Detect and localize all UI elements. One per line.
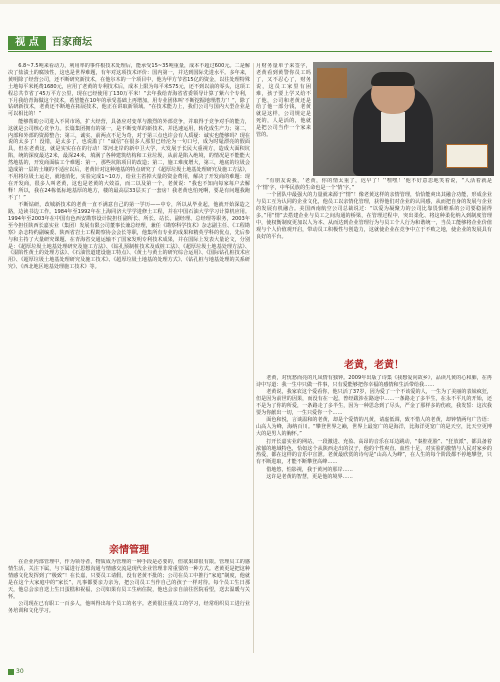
paragraph: 在企业内部管理中，作为领导者，物质成为管理的一种手段是必要的，但欲果却很有限。管理员工的感情生活，关注下属，与下属进行思想沟通与情感交流是现代企业管理非常重要的一种方式。老黄更是把这种情感文化发挥到了“极致”！在长嘉，只要员工请假，没有老黄不批的；公司在员工中推行“家庭”制度，他就是在这个大家庭中的“家长”，凡事都要亲力亲为，把公司员工当作自己的孩子一样对待。每个员工生日那天，他总会亲自送上生日蛋糕和祝福，公司如果有员工生病住院，他也会亲自前往医院看望，送去温暖与关怀。 [8, 559, 250, 600]
person-hair [371, 72, 415, 86]
section-title: 百家商坛 [52, 37, 92, 48]
paragraph: 打开长嘉实业的网站，一段激进、充盈、高昂的音乐在耳边跳动，“秦腔花脸”、“狂放派”，都具备着浓郁的地域特色，恰如这个从陕西走出的汉子，他的个性爽直、血性十足，对实验的激情与人民对家乡的热爱，都在这样的音乐中宣泄。老黄最欣赏的诗句是“山高人为峰”，在人生的每个阶段都不停地攀登，只有不断进取，才能不断攀登高峰…… [256, 438, 492, 466]
paragraph: 能够帮助公司进入不同市场，扩大经营，具备应对变革与激烈的外部竞争，并取得于竞争对手的能力，这就是公司核心竞争力。长篇集团拥有的第一，是不断变革的新技术，并迅速运用，转化成生产力；第二，内部和外部的资源整合；第三，诚实、前两点不足为奇，对于第三点也许会有人质疑：诚实也能够吗？现在说的太多了！没错，是太多了，也说滥了！“诚信”在很多人那里已经沦为一句口号，成为时髦漂亮的假面具，但在老黄这，就是实实在在的行动！罩河北岸的新中卫大学，大发展于长民大重视方，造成大面积坑陷，统的深度最达2米，最深24米，填满了各种建筑结构和工业垃圾，从前是陷入绝境，的情况是不能能大然地基的，开发商面临工个难题：第一，那些坑陷项目的改造；第二，施工难度增大，第三，地底的垃圾会造成第一层的土壤的不适应以后，老黄针对这种地基的特点研究了《超厚垃圾土地基处理研究及施工方法》，不用将垃圾土运走，就地消化，实验完成1~10万，给业主省掉大量的资金费用，解决了开发商的难题：现在开发商，很多人叫老黄，这也是老黄的大效益，而二以及第一个，老黄说：“我也不知向每家每户去解释！所以，我在24栋低标地基厚的地方，楼的最高层33层买了一套房！我老黄也怕死啊，要是有问题我跑不了！” [8, 118, 250, 201]
section-badge: 视 点 [8, 36, 46, 50]
article-right-column-bottom [256, 375, 492, 600]
wall-frame [317, 68, 347, 98]
paragraph: “有朋友说我，‘老黄，你的情太重了，迟早了！’‘嘿嘿！’他不好意思地笑着说，“人活着就是个‘情’字，中华民族的生命也是一个‘情’字。” [256, 178, 492, 191]
article-right-column [256, 178, 492, 350]
portrait-photo [313, 62, 494, 176]
paragraph: 借地悠，怕影视，我于黄河的那岸…… [266, 466, 353, 473]
column-divider [253, 63, 254, 653]
paragraph: 不断钻研，改城新技术的老黄一直不满意自己的第一学历——中专，所以从毕业起，他就开始深造之路，边读书边工作。1984年至1992年在上海同济大学学进修土工程，并在中国石油大学学习计算机应用。1994年至2003年在中国有色西安勘察设计院担任副所长、所长、站长、副经理、总经理等职务，2003年至今担任陕西长嘉实业（集团）发展有限公司董事长兼总经理，兼任《勘察科学技术》杂志副主任、《工程勘察》杂志特约副编委、陕西省岩土工程勘察协会会长等职，他集所有专业的成果和精英学科的优点，先后参与和主持了大量研究课题、在青海省交通运输不了国家发明专利技术成果，并在国际上发表大量论文，分别是：《超厚垃圾土地基处理研究及施工方法》、《钻孔预制桩技术及成桩工法》、《超厚垃圾土地基处理方法》、《湿陷性黄土的处理方法》、《石油管道建设施工特点》、《黄土与黄土的研究综合运用》、《国际钻孔桩技术应用》、《超厚垃圾土地基处理研究及施工技术》、《超厚垃圾土地基的处理方式》、《钻孔桩与地基处理的关系研究》、《西北地区地基处理施工技术》等。 [8, 202, 250, 271]
person-shirt [381, 112, 405, 142]
page-number [8, 668, 24, 675]
section-header [8, 36, 492, 50]
paragraph: 一个团队中最强大的力量就来源于“情”！像老黄这样的亲情管理，恰恰能爽出其融合功能，形成企业与员工互为认同的企业文化，他员工以亲情化管理，获得他们对企业的认同感，从而把自身的发展与企业的发展有机融合。美国西南航空公司总裁说过：“以爱为凝聚力的公司比靠畏惧维系的公司要稳固得多。”用“情”去搭建企业与员工之间沟通的桥梁，在管理过程中，突出柔化、将这种柔化纳入到制度管理中，使权衡制度更加以人为本、从而达到企业管理行为与员工个人行为和谐统一，当员工能够将企业价值观与个人价值观开启，带动员工积极性与创造力，这就使企业在竞争中立于不败之地，使企业的发展具有良好的平台。 [256, 192, 492, 240]
page-marker-icon [8, 669, 14, 675]
subhead-laohuang: 老黄，老黄！ [344, 360, 404, 371]
paragraph: 这许是老黄的智慧，更是他的境界…… [266, 474, 353, 481]
paragraph: 6.8~7.5吨来看动力，利用率的事件根技术处理后，能承受15~35吨重量，成本不超过600元。二是解决了盐渍土的腐蚀性，这也是世界难题，有年对这项技术评价：国内第一，并达到国际先进水平。多年来，黄明除了经营公司，还不断研究新技术，在他尔木的一个项目中，他为甲方节省15亿的资金，以往处理特殊土地每平米耗费1680元，应用了老黄的专利技术后，成本上限为每平米575元，还不到以前的零头，这项工程总共节省了45万平方公里，现在已经使用了130万平米！“去年我给青海省省委领导计算了紫六个专利，下月我给青海做这个技术，希望能在10年的承受基础上再增加，用专业团体叫‘不断挖掘地理潜力’！”，除了钻研新技术，老黄还不断地在拓展技术，他正在讲取新领域。“在技术能力上，我们公司与国内大型企业是可以相比的！” [8, 63, 250, 118]
top-stripe [0, 0, 500, 4]
wall-logo [446, 144, 488, 168]
article-left-column [8, 63, 250, 483]
paragraph: 老黄说，我家农这个爱看你，他只活了37岁，因为爱了一个不该爱的人，一生为了美丽的表妹疯狂，但是因为前世的因果，而没有在一起，曾经跋涉在路途中……一条路走了多半生，在永不平凡的开始，还不是为了你的所爱，一条路走了多半生，因为一种思念到了尽头，严金了那样多的伤痕，我发誓：这次我要为你献出一切，一生只爱你一个…… [256, 389, 492, 417]
paragraph: 老黄，对忧愁而亮的凡凤情有独钟。2009年出版了诗集《我想爱向故乡》，品读凡黄的心和肺，在再诗中写道：我一生中只做一件事，只有爱能够把你幸福的感情和生活带给我…… [256, 375, 492, 388]
article-left-column-bottom [8, 559, 250, 651]
paragraph: 公司现在已有职工一百多人，他叫得出每个员工的名字。老黄很注重员工的学习，经常组织员工进行业务培训和文化学习。 [8, 600, 250, 614]
paragraph: 面色和悦，言谈温和的老黄，却是个爱情的凡黄，请虚低调，致不惜人的老黄，却钟情两句广告语：山高人为峰，海纳百川。“攀登世界之巅，世界上最宽广的是海洋，比海洋更宽广的是天空，比天空更博大的是男人的胸怀。” [256, 417, 492, 438]
header-rule [8, 51, 492, 52]
article-right-sidebar-text: 月财务量单子来签字，老黄看到黄警你员工吗了，又不忍心了，财务说，这员工家里有困难，孩子要上学又给不了他，公司和老黄还是给了他一部分钱，老黄就是这样，公司规定是死的，人是活的，他就是把公司当作一个家来管的。 [256, 63, 311, 139]
subhead-family-management: 亲情管理 [109, 545, 149, 556]
page-number-label: 30 [16, 668, 24, 675]
